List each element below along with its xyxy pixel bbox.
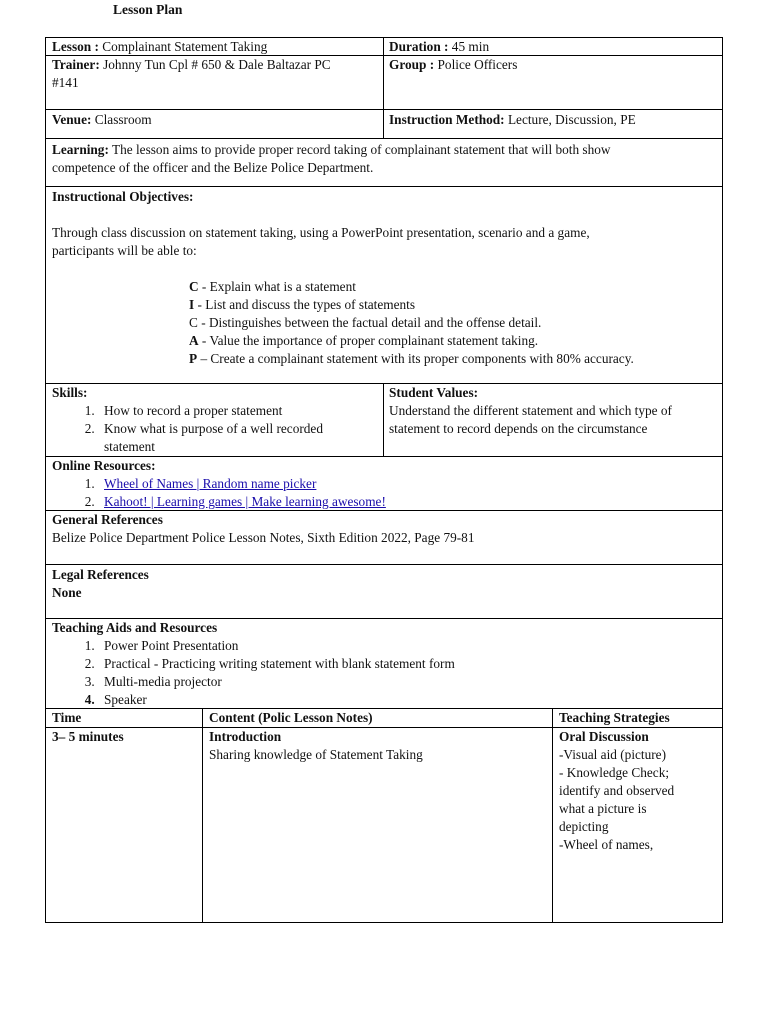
- lesson-label: Lesson :: [52, 39, 99, 54]
- student-values-cell: [384, 384, 722, 456]
- skills-heading: Skills:: [52, 385, 88, 400]
- strategy-line: - Knowledge Check;: [559, 765, 670, 780]
- student-values-heading: Student Values:: [389, 385, 479, 400]
- learning-text-line2: competence of the officer and the Belize Police Department.: [52, 160, 374, 175]
- student-values-line2: statement to record depends on the circumstance: [389, 421, 648, 436]
- objective-item: [189, 332, 716, 350]
- content-cell: [203, 728, 553, 922]
- duration-value: 45 min: [451, 39, 490, 54]
- objective-text: - Distinguishes between the factual detail and the offense detail.: [197, 315, 542, 330]
- skill-item: 2. Know what is purpose of a well recorded statement: [98, 420, 377, 456]
- lesson-row: [45, 37, 723, 55]
- objectives-cell: [46, 187, 722, 368]
- trainer-row: [45, 55, 723, 109]
- general-references-heading: General References: [52, 512, 163, 527]
- teaching-aids-row: [45, 618, 723, 708]
- teaching-aids-list: [52, 637, 716, 709]
- document-title: Lesson Plan: [113, 2, 183, 17]
- objective-item: [189, 278, 716, 296]
- legal-references-text: None: [52, 585, 82, 600]
- trainer-value-line1: Johnny Tun Cpl # 650 & Dale Baltazar PC: [103, 57, 331, 72]
- objective-letter: C: [189, 279, 199, 294]
- objective-item: [189, 296, 716, 314]
- online-resources-cell: [46, 457, 722, 511]
- objective-text: - List and discuss the types of statements: [194, 297, 416, 312]
- objectives-heading: Instructional Objectives:: [52, 189, 194, 204]
- kahoot-link[interactable]: Kahoot! | Learning games | Make learning awesome!: [104, 494, 386, 509]
- content-text: Sharing knowledge of Statement Taking: [209, 747, 423, 762]
- venue-label: Venue:: [52, 112, 92, 127]
- legal-references-heading: Legal References: [52, 567, 149, 582]
- online-resources-row: [45, 456, 723, 510]
- teaching-aids-heading: Teaching Aids and Resources: [52, 620, 218, 635]
- aid-item: 3. Multi-media projector: [98, 673, 716, 691]
- strategy-line: -Wheel of names,: [559, 837, 654, 852]
- objective-text: - Value the importance of proper complainant statement taking.: [198, 333, 539, 348]
- general-references-row: [45, 510, 723, 564]
- objective-item: [189, 350, 716, 368]
- method-cell: [384, 110, 722, 138]
- learning-row: [45, 138, 723, 186]
- objective-letter: I: [189, 297, 195, 312]
- skills-list: [52, 402, 377, 456]
- learning-cell: [46, 139, 722, 177]
- general-references-text: Belize Police Department Police Lesson Notes, Sixth Edition 2022, Page 79-81: [52, 530, 475, 545]
- learning-label: Learning:: [52, 142, 109, 157]
- trainer-value-line2: #141: [52, 75, 79, 90]
- objective-letter: C: [189, 315, 198, 330]
- objective-text: – Create a complainant statement with its proper components with 80% accuracy.: [197, 351, 634, 366]
- duration-cell: [384, 38, 722, 55]
- aid-item-text: Speaker: [104, 692, 147, 707]
- aid-item: 2. Practical - Practicing writing statement with blank statement form: [98, 655, 716, 673]
- aid-item: 1. Power Point Presentation: [98, 637, 716, 655]
- aid-item: [98, 691, 716, 709]
- venue-value: Classroom: [94, 112, 152, 127]
- objectives-row: [45, 186, 723, 383]
- strategy-title: Oral Discussion: [559, 729, 649, 744]
- time-cell: 3– 5 minutes: [46, 728, 203, 922]
- group-value: Police Officers: [437, 57, 518, 72]
- skills-row: [45, 383, 723, 456]
- skills-cell: [46, 384, 384, 456]
- group-cell: [384, 56, 722, 109]
- method-label: Instruction Method:: [389, 112, 505, 127]
- resource-item: [98, 475, 716, 493]
- venue-row: [45, 109, 723, 138]
- objective-letter: P: [189, 351, 198, 366]
- schedule-header-row: [45, 708, 723, 727]
- strategy-line: identify and observed: [559, 783, 675, 798]
- lesson-cell: [46, 38, 384, 55]
- objective-item: [189, 314, 716, 332]
- venue-cell: [46, 110, 384, 138]
- objective-letter: A: [189, 333, 199, 348]
- time-header: Time: [46, 709, 203, 727]
- objective-text: - Explain what is a statement: [198, 279, 356, 294]
- lesson-value: Complainant Statement Taking: [102, 39, 268, 54]
- objectives-intro-line1: Through class discussion on statement taking, using a PowerPoint presentation, scenario and a game,: [52, 225, 590, 240]
- objectives-list: [189, 278, 716, 368]
- strategies-header: Teaching Strategies: [559, 710, 670, 725]
- objectives-intro-line2: participants will be able to:: [52, 243, 197, 258]
- group-label: Group :: [389, 57, 435, 72]
- duration-label: Duration :: [389, 39, 449, 54]
- legal-references-row: [45, 564, 723, 618]
- method-value: Lecture, Discussion, PE: [507, 112, 636, 127]
- trainer-label: Trainer:: [52, 57, 100, 72]
- online-resources-list: [52, 475, 716, 511]
- strategies-cell: [553, 728, 722, 922]
- teaching-aids-cell: [46, 619, 722, 709]
- learning-text-line1: The lesson aims to provide proper record taking of complainant statement that will both show: [111, 142, 611, 157]
- resource-item: [98, 493, 716, 511]
- content-header: Content (Polic Lesson Notes): [203, 709, 553, 727]
- strategy-line: -Visual aid (picture): [559, 747, 667, 762]
- online-resources-heading: Online Resources:: [52, 458, 156, 473]
- legal-references-cell: [46, 565, 722, 602]
- skill-item: 1. How to record a proper statement: [98, 402, 377, 420]
- general-references-cell: [46, 511, 722, 547]
- schedule-row: [45, 727, 723, 923]
- wheel-of-names-link[interactable]: Wheel of Names | Random name picker: [104, 476, 317, 491]
- student-values-line1: Understand the different statement and which type of: [389, 403, 672, 418]
- strategy-line: what a picture is: [559, 801, 647, 816]
- content-title: Introduction: [209, 729, 282, 744]
- strategy-line: depicting: [559, 819, 609, 834]
- trainer-cell: [46, 56, 384, 109]
